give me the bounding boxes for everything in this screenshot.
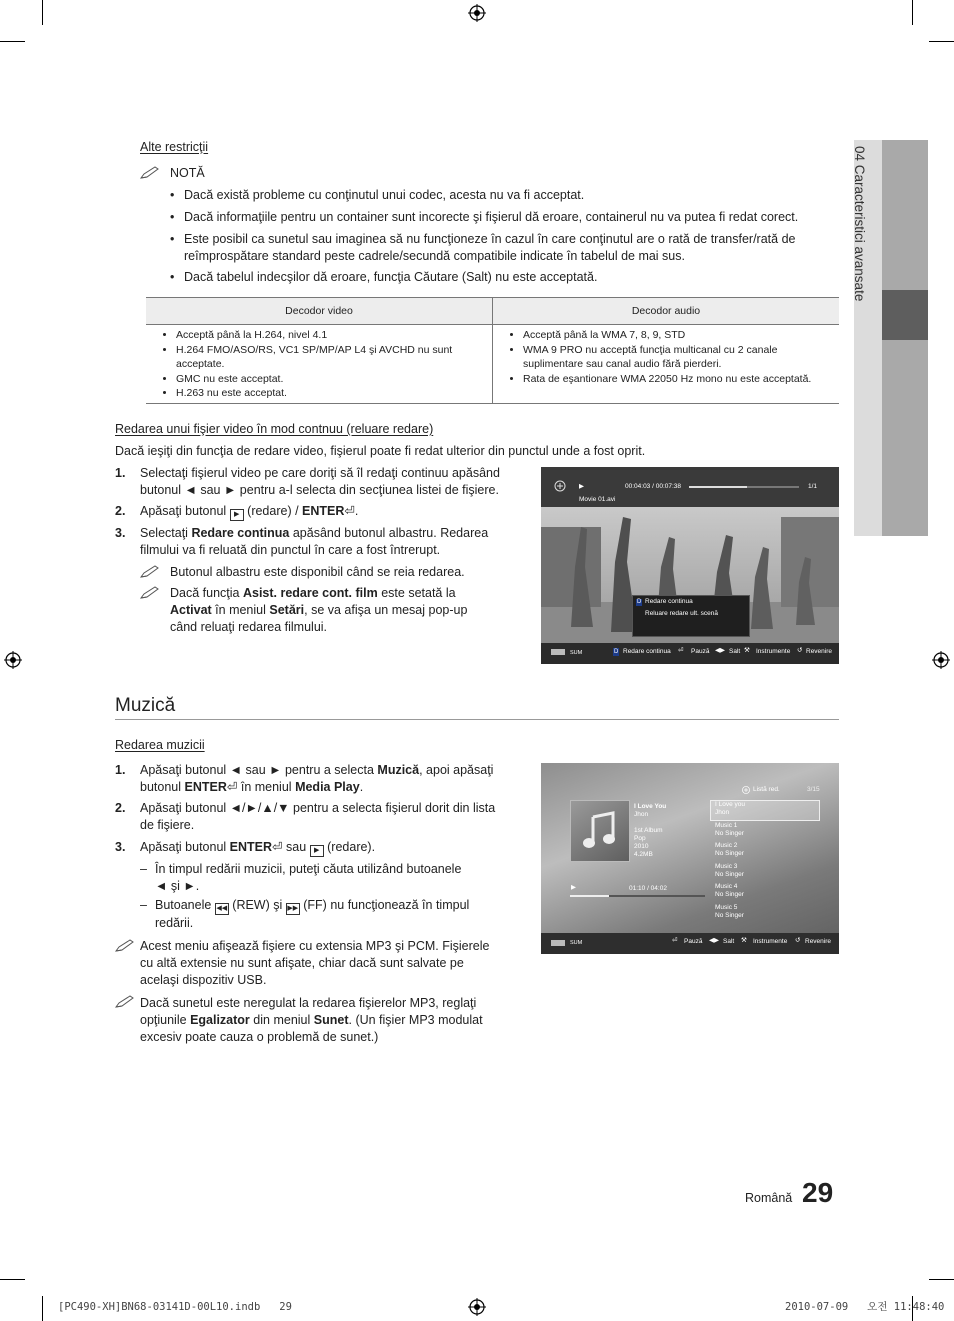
playlist-counter: 3/15: [807, 786, 820, 793]
note-text: Butonul albastru este disponibil când se reia redarea.: [170, 565, 465, 579]
list-item[interactable]: [715, 822, 815, 838]
note-label: NOTĂ: [170, 166, 205, 180]
enter-icon: ⏎: [272, 840, 283, 854]
section-divider: [115, 719, 839, 720]
list-item[interactable]: [715, 904, 815, 920]
music-progress-fill: [570, 895, 609, 897]
rewind-button-icon: ◀◀: [215, 903, 229, 915]
track-artist: Jhon: [634, 811, 649, 818]
track-name: Music 2: [715, 842, 738, 849]
video-time: 00:04:03 / 00:07:38: [625, 483, 682, 490]
playlist-label: Listă red.: [753, 786, 780, 793]
pause-label: Pauză: [691, 648, 710, 655]
track-genre: Pop: [634, 835, 646, 842]
music-note-icon: [583, 811, 617, 851]
video-counter: 1/1: [808, 483, 818, 490]
popup-title: Redare continua: [645, 598, 693, 605]
list-item: • WMA 9 PRO nu acceptă funcţia multicanal cu 2 canale suplimentare sau canal audio fără pierderi.: [523, 343, 833, 372]
restrictions-heading: Alte restricţii: [140, 140, 209, 154]
track-size: 4.2MB: [634, 851, 653, 858]
list-item[interactable]: [715, 842, 815, 858]
enter-icon: ⏎: [226, 780, 238, 794]
play-button-icon: ▶: [310, 845, 324, 857]
list-item: • Acceptă până la H.264, nivel 4.1: [176, 328, 486, 343]
track-name: Music 3: [715, 862, 738, 870]
track-singer: No Singer: [715, 911, 744, 919]
popup-key-badge: D: [637, 599, 642, 605]
crop-mark: [0, 41, 25, 42]
note-text: Acest meniu afişează fişiere cu extensia MP3 şi PCM. Fişierele cu altă extensie nu sunt afişate, chiar dacă sunt salvate pe acelaşi dispozitiv USB.: [140, 939, 490, 987]
device-label: SUM: [570, 650, 583, 656]
decoder-table: [146, 297, 839, 404]
side-tab-strip: [882, 340, 928, 536]
return-icon: ↺: [795, 937, 801, 944]
left-right-icon: ◀▶: [715, 647, 725, 654]
redare-continua-label: Redare continua: [623, 648, 671, 655]
crop-mark: [929, 41, 954, 42]
side-tab-active: [882, 290, 928, 340]
track-singer: No Singer: [715, 870, 744, 878]
music-section-title: Muzică: [115, 695, 176, 716]
play-button-icon: ▶: [230, 509, 244, 521]
resume-heading: Redarea unui fişier video în mod contnuu (reluare redare): [115, 422, 434, 436]
track-singer: No Singer: [715, 829, 744, 837]
video-decoder-cell: [146, 325, 493, 404]
crop-mark: [929, 1279, 954, 1280]
list-item: • Acceptă până la WMA 7, 8, 9, STD: [523, 328, 833, 343]
track-title: I Love You: [634, 803, 667, 810]
music-player-screenshot: [541, 763, 839, 954]
track-singer: Jhon: [715, 809, 730, 816]
fast-forward-button-icon: ▶▶: [286, 903, 300, 915]
video-progress-track: [689, 486, 799, 488]
section-tab-label: 04 Caracteristici avansate: [852, 146, 867, 302]
music-time: 01:10 / 04:02: [629, 885, 667, 892]
video-filename: Movie 01.avi: [579, 496, 616, 503]
resume-popup: [632, 595, 750, 637]
return-icon: ↺: [797, 647, 803, 654]
device-icon: [553, 479, 567, 493]
note-pencil-icon: [140, 586, 160, 600]
registration-mark-icon: [4, 651, 22, 669]
list-item: • H.263 nu este acceptat.: [176, 386, 486, 401]
key-d-icon: D: [614, 649, 619, 655]
note-pencil-icon: [140, 166, 160, 180]
album-art: [570, 800, 630, 862]
registration-mark-icon: [468, 4, 486, 22]
footer-date: 2010-07-09 오전 11:48:40: [785, 1301, 945, 1313]
return-label: Revenire: [806, 648, 833, 655]
side-tab-strip: [882, 140, 928, 290]
video-progress-fill: [689, 486, 747, 488]
list-item[interactable]: [715, 801, 815, 817]
enter-icon: ⏎: [344, 504, 355, 518]
list-item: • Rata de eşantionare WMA 22050 Hz mono nu este acceptată.: [523, 372, 833, 387]
list-item: • H.264 FMO/ASO/RS, VC1 SP/MP/AP L4 şi AVCHD nu sunt acceptate.: [176, 343, 486, 372]
music-heading: Redarea muzicii: [115, 738, 205, 752]
track-singer: No Singer: [715, 850, 744, 857]
list-item: • GMC nu este acceptat.: [176, 372, 486, 387]
device-label: SUM: [570, 940, 583, 946]
video-player-screenshot: [541, 467, 839, 664]
skip-label: Salt: [723, 938, 735, 945]
resume-intro: Dacă ieşiţi din funcţia de redare video, fişierul poate fi redat ulterior din punctul unde a fost oprit.: [115, 444, 646, 458]
page-number: 29: [802, 1177, 834, 1208]
track-singer: No Singer: [715, 891, 744, 898]
usb-icon: [551, 940, 565, 946]
music-progress-track: [570, 895, 705, 897]
play-status-icon: ▶: [579, 483, 584, 490]
crop-mark: [42, 0, 43, 25]
note-pencil-icon: [115, 995, 135, 1009]
music-bottom-bar: [541, 933, 839, 954]
left-right-icon: ◀▶: [709, 937, 719, 944]
video-bottom-bar: [541, 643, 839, 664]
language-label: Română: [745, 1191, 793, 1205]
note-text: Dacă funcţia Asist. redare cont. film este setată la Activat în meniul Setări, se va afişa un mesaj pop-up când reluaţi redarea filmului.: [170, 586, 468, 634]
track-name: I Love you: [715, 801, 745, 808]
note-pencil-icon: [115, 939, 135, 953]
track-name: Music 4: [715, 883, 738, 890]
tools-label: Instrumente: [756, 648, 791, 655]
track-name: Music 1: [715, 821, 738, 829]
table-header: Decodor video: [146, 298, 493, 325]
device-icon: [741, 785, 751, 795]
list-item[interactable]: [715, 863, 815, 879]
table-header: Decodor audio: [493, 298, 840, 325]
crop-mark: [912, 0, 913, 25]
enter-icon: ⏎: [678, 647, 684, 654]
crop-mark: [0, 1279, 25, 1280]
popup-text: Reluare redare ult. scenă: [645, 610, 718, 617]
skip-label: Salt: [729, 648, 741, 655]
registration-mark-icon: [932, 651, 950, 669]
play-status-icon: ▶: [571, 884, 576, 891]
track-year: 2010: [634, 843, 649, 850]
pause-label: Pauză: [684, 938, 703, 945]
list-item[interactable]: [715, 883, 815, 899]
audio-decoder-cell: [493, 325, 840, 404]
enter-icon: ⏎: [672, 937, 678, 944]
tools-icon: ⚒: [741, 937, 747, 944]
note-pencil-icon: [140, 565, 160, 579]
return-label: Revenire: [805, 938, 832, 945]
track-album: 1st Album: [634, 827, 663, 834]
registration-mark-icon: [468, 1298, 486, 1316]
track-name: Music 5: [715, 903, 738, 911]
footer-file: [PC490-XH]BN68-03141D-00L10.indb 29: [58, 1301, 292, 1313]
tools-label: Instrumente: [753, 938, 788, 945]
crop-mark: [42, 1296, 43, 1321]
note-text: Dacă sunetul este neregulat la redarea fişierelor MP3, reglaţi opţiunile Egalizator din meniul Sunet. (Un fişier MP3 modulat excesiv poate cauza o problemă de sunet.): [140, 996, 483, 1044]
usb-icon: [551, 649, 565, 655]
tools-icon: ⚒: [744, 647, 750, 654]
